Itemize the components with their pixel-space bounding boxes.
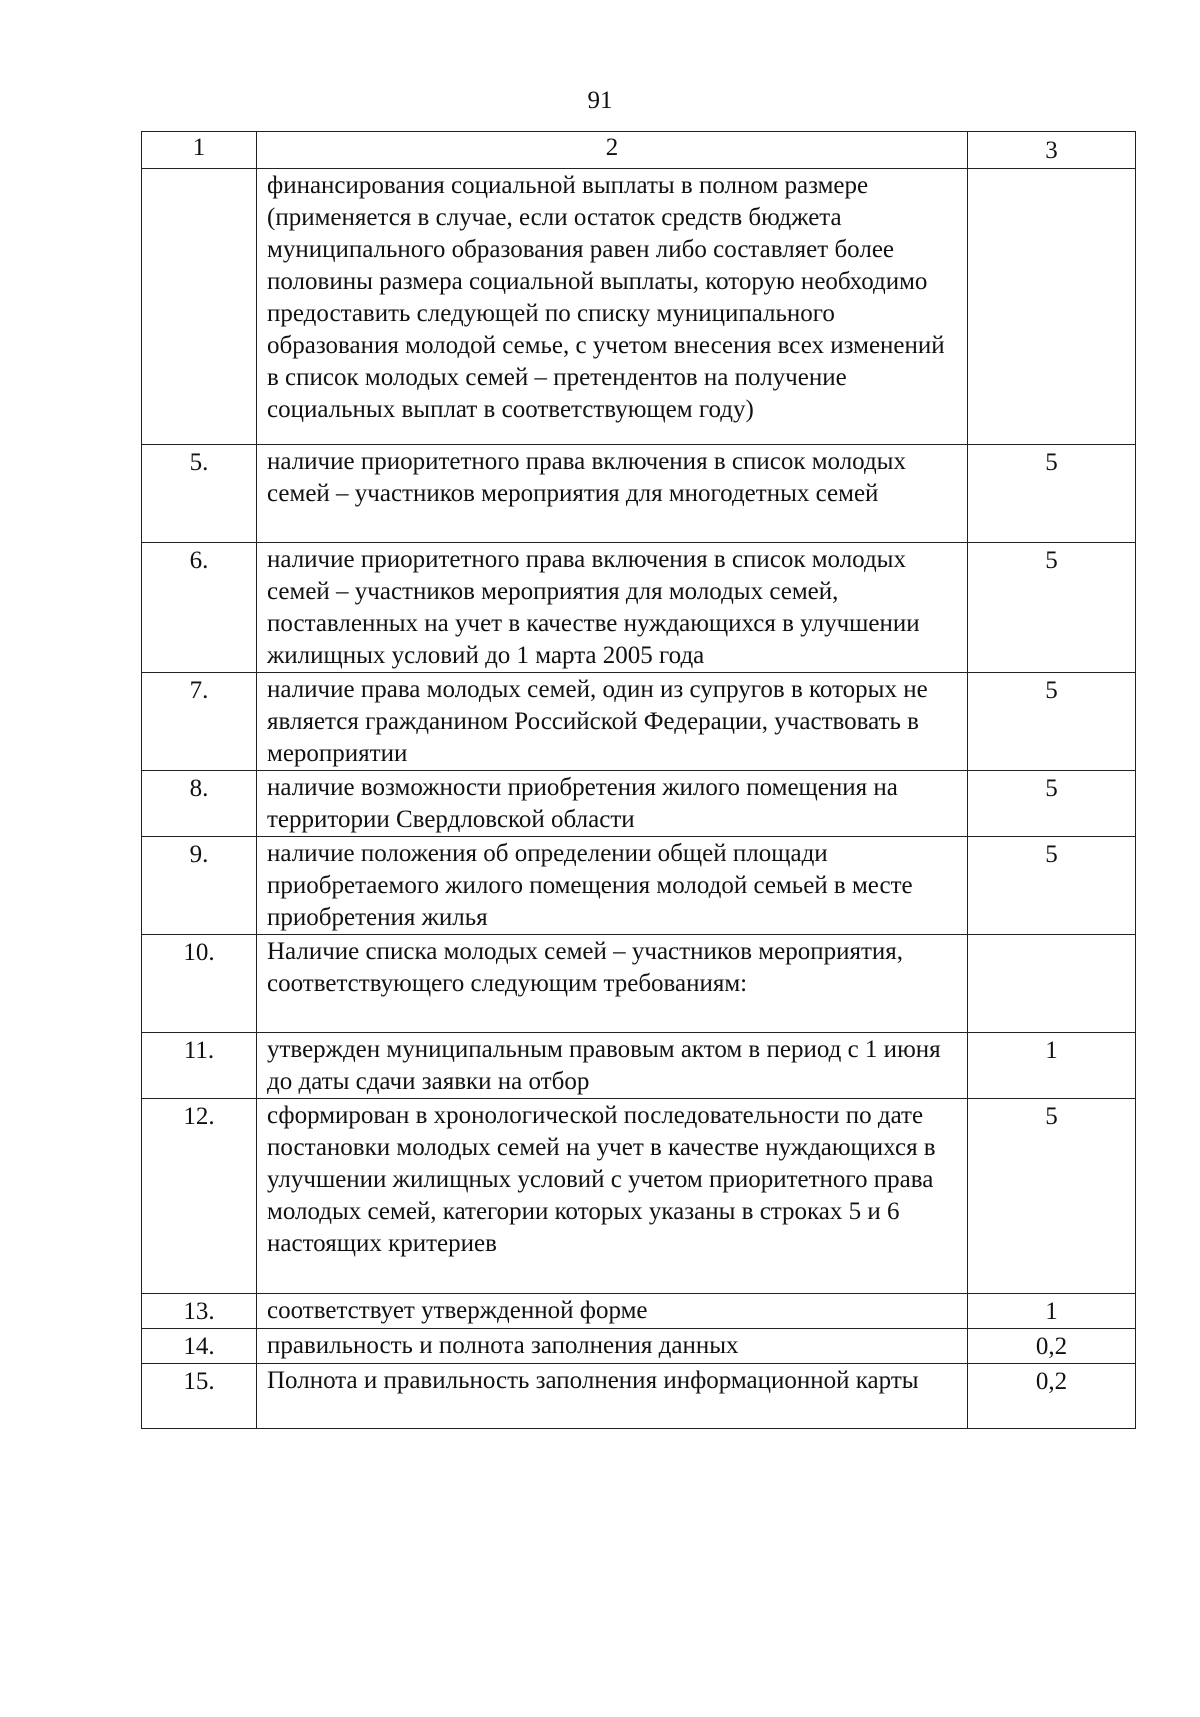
row-score: [968, 935, 1136, 1033]
header-col-2: 2: [257, 132, 968, 169]
row-number: 5.: [142, 445, 257, 543]
row-criterion: наличие права молодых семей, один из супругов в которых не является гражданином Российской Федерации, участвовать в мероприятии: [257, 673, 968, 771]
row-score: 5: [968, 771, 1136, 837]
header-col-1: 1: [142, 132, 257, 169]
row-score: 5: [968, 1099, 1136, 1294]
row-criterion: утвержден муниципальным правовым актом в период с 1 июня до даты сдачи заявки на отбор: [257, 1033, 968, 1099]
table-header-row: [142, 132, 1136, 169]
row-criterion: сформирован в хронологической последовательности по дате постановки молодых семей на учет в качестве нуждающихся в улучшении жилищных условий с учетом приоритетного права молодых семей, категории которых указаны в строках 5 и 6 настоящих критериев: [257, 1099, 968, 1294]
row-score: 0,2: [968, 1364, 1136, 1429]
table-row: [142, 1329, 1136, 1364]
page-number: 91: [587, 87, 613, 114]
header-col-3: 3: [968, 132, 1136, 169]
table-row: [142, 1364, 1136, 1429]
table-row: [142, 543, 1136, 673]
row-score: 5: [968, 445, 1136, 543]
row-score: 5: [968, 673, 1136, 771]
table-row: [142, 169, 1136, 445]
row-number: 10.: [142, 935, 257, 1033]
criteria-table: [141, 131, 1136, 1429]
row-score: 0,2: [968, 1329, 1136, 1364]
row-score: 5: [968, 837, 1136, 935]
row-score: 5: [968, 543, 1136, 673]
row-criterion: Наличие списка молодых семей – участников мероприятия, соответствующего следующим требованиям:: [257, 935, 968, 1033]
row-score: 1: [968, 1294, 1136, 1329]
table-row: [142, 1294, 1136, 1329]
row-number: [142, 169, 257, 445]
row-number: 6.: [142, 543, 257, 673]
table-row: [142, 1033, 1136, 1099]
table-row: [142, 1099, 1136, 1294]
table-row: [142, 673, 1136, 771]
row-criterion: Полнота и правильность заполнения информационной карты: [257, 1364, 968, 1429]
row-criterion: финансирования социальной выплаты в полном размере (применяется в случае, если остаток средств бюджета муниципального образования равен либо составляет более половины размера социальной выплаты, которую необходимо предоставить следующей по списку муниципального образования молодой семье, с учетом внесения всех изменений в список молодых семей – претендентов на получение социальных выплат в соответствующем году): [257, 169, 968, 445]
row-score: [968, 169, 1136, 445]
row-criterion: правильность и полнота заполнения данных: [257, 1329, 968, 1364]
row-criterion: наличие положения об определении общей площади приобретаемого жилого помещения молодой семьей в месте приобретения жилья: [257, 837, 968, 935]
row-number: 9.: [142, 837, 257, 935]
row-number: 12.: [142, 1099, 257, 1294]
row-number: 13.: [142, 1294, 257, 1329]
table-row: [142, 445, 1136, 543]
row-score: 1: [968, 1033, 1136, 1099]
row-criterion: наличие приоритетного права включения в список молодых семей – участников мероприятия для многодетных семей: [257, 445, 968, 543]
row-number: 8.: [142, 771, 257, 837]
row-number: 11.: [142, 1033, 257, 1099]
row-number: 7.: [142, 673, 257, 771]
row-criterion: наличие приоритетного права включения в список молодых семей – участников мероприятия для молодых семей, поставленных на учет в качестве нуждающихся в улучшении жилищных условий до 1 марта 2005 года: [257, 543, 968, 673]
row-criterion: соответствует утвержденной форме: [257, 1294, 968, 1329]
table-row: [142, 935, 1136, 1033]
row-number: 14.: [142, 1329, 257, 1364]
row-number: 15.: [142, 1364, 257, 1429]
row-criterion: наличие возможности приобретения жилого помещения на территории Свердловской области: [257, 771, 968, 837]
table-row: [142, 771, 1136, 837]
table-row: [142, 837, 1136, 935]
